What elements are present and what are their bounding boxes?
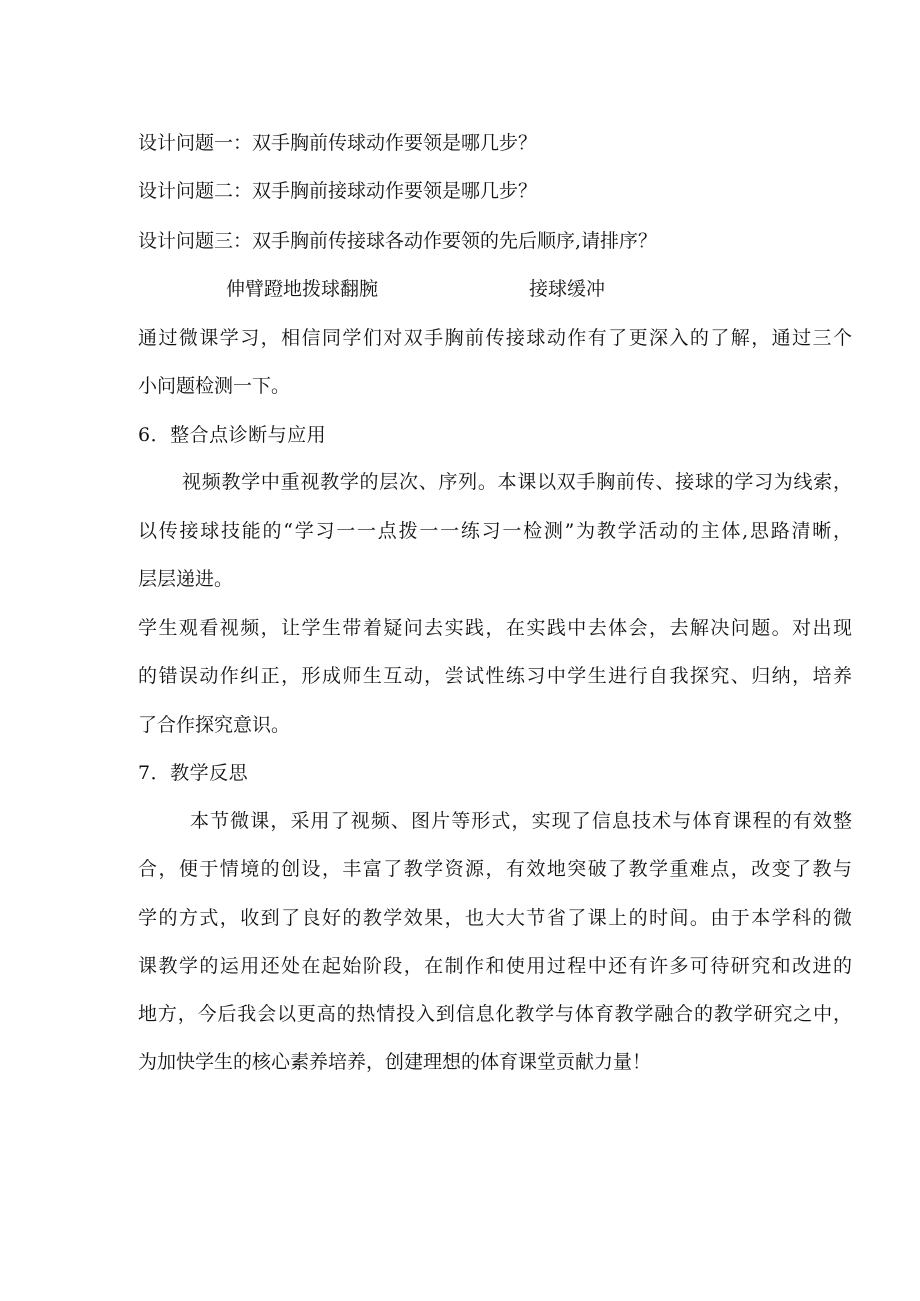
section-6-paragraph-2-line-3: 了合作探究意识。 bbox=[138, 714, 291, 736]
section-7-line-5: 地方，今后我会以更高的热情投入到信息化教学与体育教学融合的教学研究之中， bbox=[138, 1003, 852, 1025]
section-6-paragraph-1-line-2: 以传接球技能的“学习一一点拨一一练习一检测”为教学活动的主体,思路清晰， bbox=[138, 520, 852, 542]
section-6-paragraph-2-line-2: 的错误动作纠正，形成师生互动，尝试性练习中学生进行自我探究、归纳，培养 bbox=[138, 665, 852, 687]
section-6-paragraph-2-line-1: 学生观看视频，让学生带着疑问去实践，在实践中去体会，去解决问题。对出现 bbox=[138, 617, 852, 639]
question-1: 设计问题一：双手胸前传球动作要领是哪几步？ bbox=[138, 132, 538, 154]
section-7-line-3: 学的方式，收到了良好的教学效果，也大大节省了课上的时间。由于本学科的微 bbox=[138, 907, 852, 929]
answer-option-catch: 接球缓冲 bbox=[529, 278, 606, 300]
section-7-heading: 7．教学反思 bbox=[138, 762, 249, 784]
section-7-line-6: 为加快学生的核心素养培养，创建理想的体育课堂贡献力量！ bbox=[138, 1051, 652, 1073]
question-3: 设计问题三：双手胸前传接球各动作要领的先后顺序,请排序？ bbox=[138, 230, 658, 252]
intro-line-1: 通过微课学习，相信同学们对双手胸前传接球动作有了更深入的了解，通过三个 bbox=[138, 327, 852, 349]
section-7-line-1: 本节微课，采用了视频、图片等形式，实现了信息技术与体育课程的有效整 bbox=[190, 810, 852, 832]
answer-option-pass: 伸臂蹬地拨球翻腕 bbox=[226, 278, 379, 300]
section-6-paragraph-1-line-3: 层层递进。 bbox=[138, 568, 234, 590]
intro-line-2: 小问题检测一下。 bbox=[138, 375, 291, 397]
section-6-paragraph-1-line-1: 视频教学中重视教学的层次、序列。本课以双手胸前传、接球的学习为线索， bbox=[182, 471, 852, 493]
section-7-line-4: 课教学的运用还处在起始阶段，在制作和使用过程中还有许多可待研究和改进的 bbox=[138, 955, 852, 977]
section-7-line-2: 合，便于情境的创设，丰富了教学资源，有效地突破了教学重难点，改变了教与 bbox=[138, 858, 852, 880]
question-2: 设计问题二：双手胸前接球动作要领是哪几步？ bbox=[138, 180, 538, 202]
section-6-heading: 6．整合点诊断与应用 bbox=[138, 424, 327, 446]
